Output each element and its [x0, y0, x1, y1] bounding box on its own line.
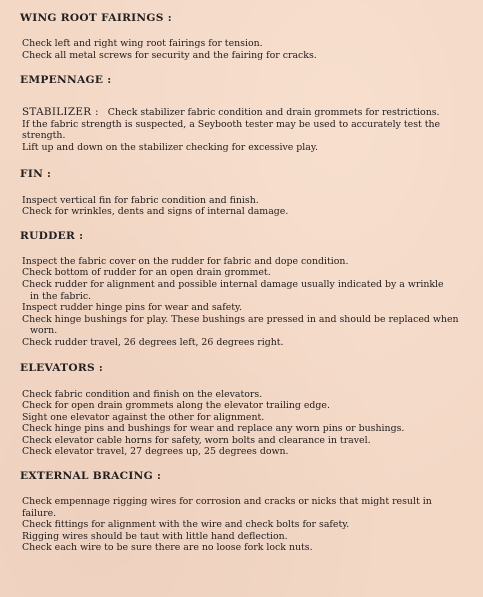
text-line: Check all metal screws for security and the fairing for cracks. — [22, 49, 317, 61]
wing-root-text — [22, 38, 467, 61]
text-segment: Check stabilizer fabric condition and drain grommets for restrictions. — [107, 107, 440, 119]
text-line: Inspect rudder hinge pins for wear and safety. — [22, 302, 243, 314]
text-line: Check fabric condition and finish on the elevators. — [22, 388, 263, 400]
fin-text — [22, 195, 467, 218]
elevators-text — [22, 389, 467, 459]
text-line: Inspect the fabric cover on the rudder for fabric and dope condition. — [22, 255, 349, 267]
section-stabilizer — [20, 107, 467, 153]
text-line: strength. — [22, 130, 66, 142]
stabilizer-first-line — [22, 107, 467, 119]
rudder-text — [22, 256, 467, 349]
section-wing-root-fairings — [20, 12, 467, 61]
section-external-bracing — [20, 470, 467, 554]
text-line: Check empennage rigging wires for corrosion and cracks or nicks that might result in — [22, 496, 432, 508]
text-line: Check elevator cable horns for safety, worn bolts and clearance in travel. — [22, 434, 371, 446]
text-line: failure. — [22, 507, 57, 519]
text-line: Check fittings for alignment with the wire and check bolts for safety. — [22, 519, 350, 531]
heading-wing-root-fairings: WING ROOT FAIRINGS : — [20, 12, 172, 24]
text-line: Check each wire to be sure there are no loose fork lock nuts. — [22, 542, 313, 554]
heading-fin: FIN : — [20, 167, 52, 180]
text-line: Check hinge pins and bushings for wear and replace any worn pins or bushings. — [22, 423, 405, 435]
section-empennage — [20, 74, 467, 87]
text-line: Check elevator travel, 27 degrees up, 25 degrees down. — [22, 446, 289, 458]
text-line: Check rudder for alignment and possible internal damage usually indicated by a wrinkle — [22, 278, 444, 290]
text-line: Check for wrinkles, dents and signs of internal damage. — [22, 206, 289, 218]
label-stabilizer: STABILIZER : — [22, 106, 99, 119]
text-line: Check for open drain grommets along the elevator trailing edge. — [22, 400, 330, 412]
text-line: Sight one elevator against the other for alignment. — [22, 411, 265, 423]
text-line: Check left and right wing root fairings for tension. — [22, 38, 263, 49]
section-rudder — [20, 230, 467, 349]
text-line: Check rudder travel, 26 degrees left, 26 degrees right. — [22, 336, 284, 348]
text-line: Inspect vertical fin for fabric condition and finish. — [22, 194, 259, 206]
heading-external-bracing: EXTERNAL BRACING : — [20, 470, 162, 483]
text-line: worn. — [30, 325, 58, 337]
text-line: Rigging wires should be taut with little hand deflection. — [22, 530, 288, 542]
section-elevators — [20, 362, 467, 459]
section-fin — [20, 168, 467, 218]
heading-elevators: ELEVATORS : — [20, 361, 104, 374]
text-line: Check hinge bushings for play. These bushings are pressed in and should be replaced when — [22, 313, 459, 325]
stabilizer-text — [22, 107, 467, 153]
text-line: Lift up and down on the stabilizer checking for excessive play. — [22, 141, 318, 153]
text-line: If the fabric strength is suspected, a Seybooth tester may be used to accurately test the — [22, 118, 441, 130]
heading-rudder: RUDDER : — [20, 229, 84, 242]
text-line: Check bottom of rudder for an open drain grommet. — [22, 267, 271, 279]
external-bracing-text — [22, 496, 467, 554]
text-line: in the fabric. — [30, 290, 92, 302]
heading-empennage: EMPENNAGE : — [20, 74, 112, 87]
